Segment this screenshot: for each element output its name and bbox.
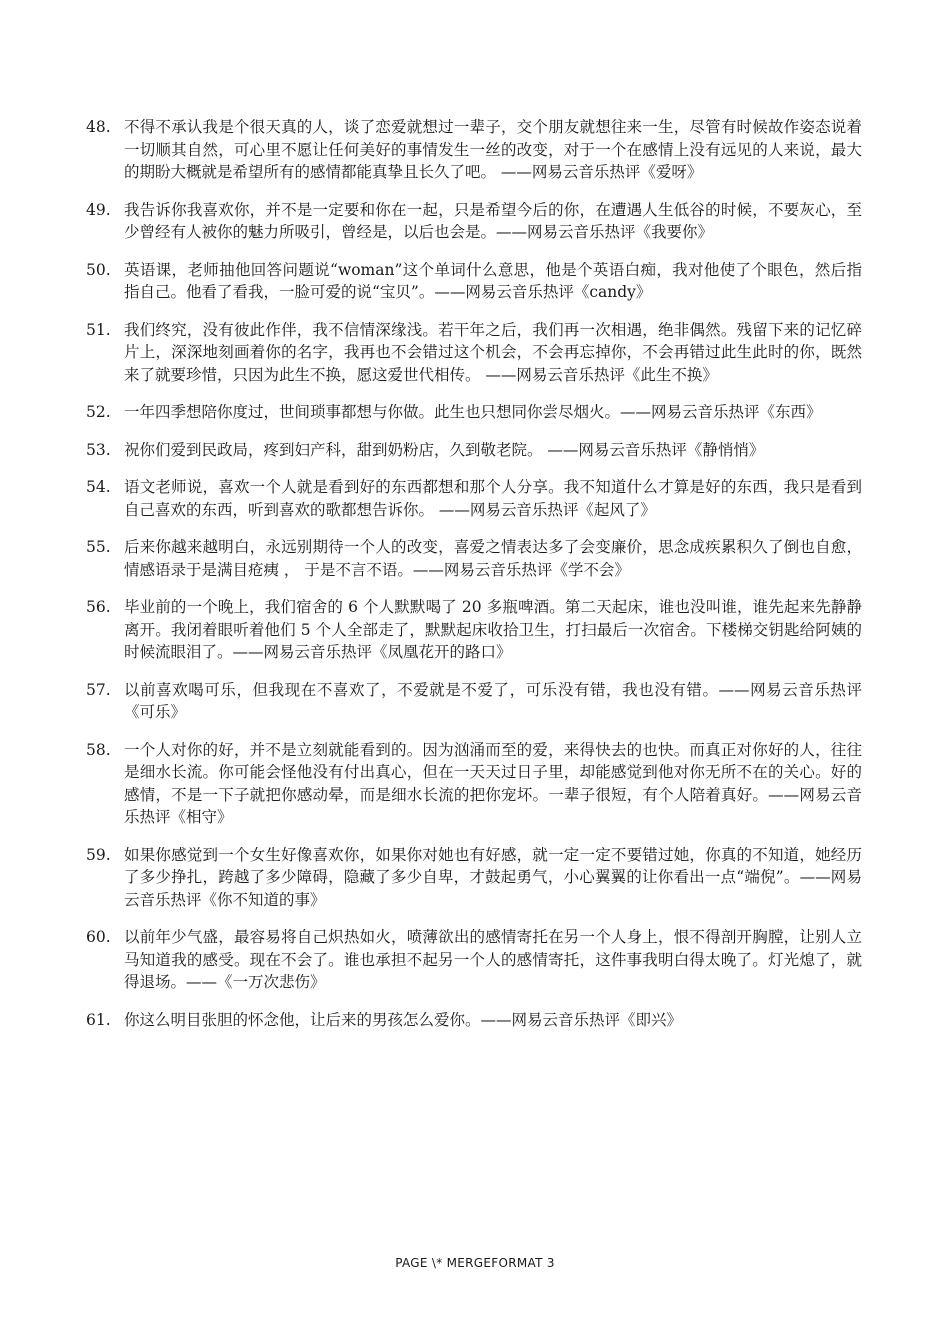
item-text: 以前年少气盛，最容易将自己炽热如火，喷薄欲出的感情寄托在另一个人身上，恨不得剖开胸膛，让别人立马知道我的感受。现在不会了。谁也承担不起另一个人的感情寄托，这件事我明白得太晚了。灯光熄了，就得退场。——《一万次悲伤》 (124, 928, 862, 991)
list-item (86, 476, 862, 521)
item-number: 59. (86, 845, 111, 864)
list-item (86, 596, 862, 664)
list-item (86, 536, 862, 581)
item-number: 55. (86, 538, 111, 556)
item-number: 50. (86, 260, 111, 279)
item-text: 一个人对你的好，并不是立刻就能看到的。因为汹涌而至的爱，来得快去的也快。而真正对你好的人，往往是细水长流。你可能会怪他没有付出真心，但在一天天过日子里，却能感觉到他对你无所不在的关心。好的感情，不是一下子就把你感动晕，而是细水长流的把你宠坏。一辈子很短，有个人陪着真好。——网易云音乐热评《相守》 (124, 740, 862, 826)
list-item (86, 844, 862, 912)
item-text: 一年四季想陪你度过，世间琐事都想与你做。此生也只想同你尝尽烟火。——网易云音乐热评《东西》 (124, 403, 822, 421)
list-item (86, 439, 862, 462)
item-text: 英语课，老师抽他回答问题说“woman”这个单词什么意思，他是个英语白痴，我对他使了个眼色，然后指指自己。他看了看我，一脸可爱的说“宝贝”。——网易云音乐热评《candy》 (124, 260, 862, 301)
list-item (86, 199, 862, 244)
list-item (86, 259, 862, 304)
item-text: 语文老师说，喜欢一个人就是看到好的东西都想和那个人分享。我不知道什么才算是好的东西，我只是看到自己喜欢的东西，听到喜欢的歌都想告诉你。 ——网易云音乐热评《起风了》 (124, 478, 862, 519)
list-item (86, 679, 862, 724)
item-text: 如果你感觉到一个女生好像喜欢你，如果你对她也有好感，就一定一定不要错过她，你真的不知道，她经历了多少挣扎，跨越了多少障碍，隐藏了多少自卑，才鼓起勇气，小心翼翼的让你看出一点“端倪”。——网易云音乐热评《你不知道的事》 (124, 845, 862, 909)
item-number: 53. (86, 440, 111, 459)
item-text: 我告诉你我喜欢你，并不是一定要和你在一起，只是希望今后的你，在遭遇人生低谷的时候，不要灰心，至少曾经有人被你的魅力所吸引，曾经是，以后也会是。——网易云音乐热评《我要你》 (124, 200, 862, 241)
item-number: 58. (86, 740, 111, 759)
item-number: 52. (86, 403, 111, 421)
list-item (86, 926, 862, 994)
item-number: 61. (86, 1010, 111, 1029)
list-item (86, 116, 862, 184)
item-text: 你这么明目张胆的怀念他，让后来的男孩怎么爱你。——网易云音乐热评《即兴》 (124, 1010, 683, 1029)
quote-list (86, 116, 862, 1046)
item-number: 48. (86, 118, 111, 136)
list-item (86, 739, 862, 829)
list-item (86, 401, 862, 424)
item-number: 54. (86, 478, 111, 496)
item-text: 毕业前的一个晚上，我们宿舍的 6 个人默默喝了 20 多瓶啤酒。第二天起床，谁也没叫谁，谁先起来先静静离开。我闭着眼听着他们 5 个人全部走了，默默起床收拾卫生，打扫最后一次宿舍。下楼梯交钥匙给阿姨的时候流眼泪了。——网易云音乐热评《凤凰花开的路口》 (124, 598, 862, 661)
item-text: 不得不承认我是个很天真的人，谈了恋爱就想过一辈子，交个朋友就想往来一生，尽管有时候故作姿态说着一切顺其自然，可心里不愿让任何美好的事情发生一丝的改变，对于一个在感情上没有远见的人来说，最大的期盼大概就是希望所有的感情都能真挚且长久了吧。 ——网易云音乐热评《爱呀》 (124, 118, 862, 181)
item-number: 60. (86, 928, 111, 946)
item-number: 51. (86, 320, 111, 339)
item-number: 56. (86, 598, 111, 616)
item-text: 我们终究，没有彼此作伴，我不信情深缘浅。若干年之后，我们再一次相遇，绝非偶然。残留下来的记忆碎片上，深深地刻画着你的名字，我再也不会错过这个机会，不会再忘掉你，不会再错过此生此时的你，既然来了就要珍惜，只因为此生不换，愿这爱世代相传。 ——网易云音乐热评《此生不换》 (124, 320, 862, 384)
list-item (86, 1009, 862, 1032)
item-number: 57. (86, 680, 111, 699)
item-text: 后来你越来越明白，永远别期待一个人的改变，喜爱之情表达多了会变廉价，思念成疾累积久了倒也自愈，情感语录于是满目疮痍 ， 于是不言不语。——网易云音乐热评《学不会》 (124, 538, 862, 579)
page-footer: PAGE \* MERGEFORMAT 3 (395, 1256, 555, 1270)
item-text: 以前喜欢喝可乐，但我现在不喜欢了，不爱就是不爱了，可乐没有错，我也没有错。——网易云音乐热评《可乐》 (124, 680, 862, 721)
item-text: 祝你们爱到民政局，疼到妇产科，甜到奶粉店，久到敬老院。 ——网易云音乐热评《静悄悄》 (124, 440, 765, 459)
item-number: 49. (86, 200, 111, 219)
list-item (86, 319, 862, 387)
